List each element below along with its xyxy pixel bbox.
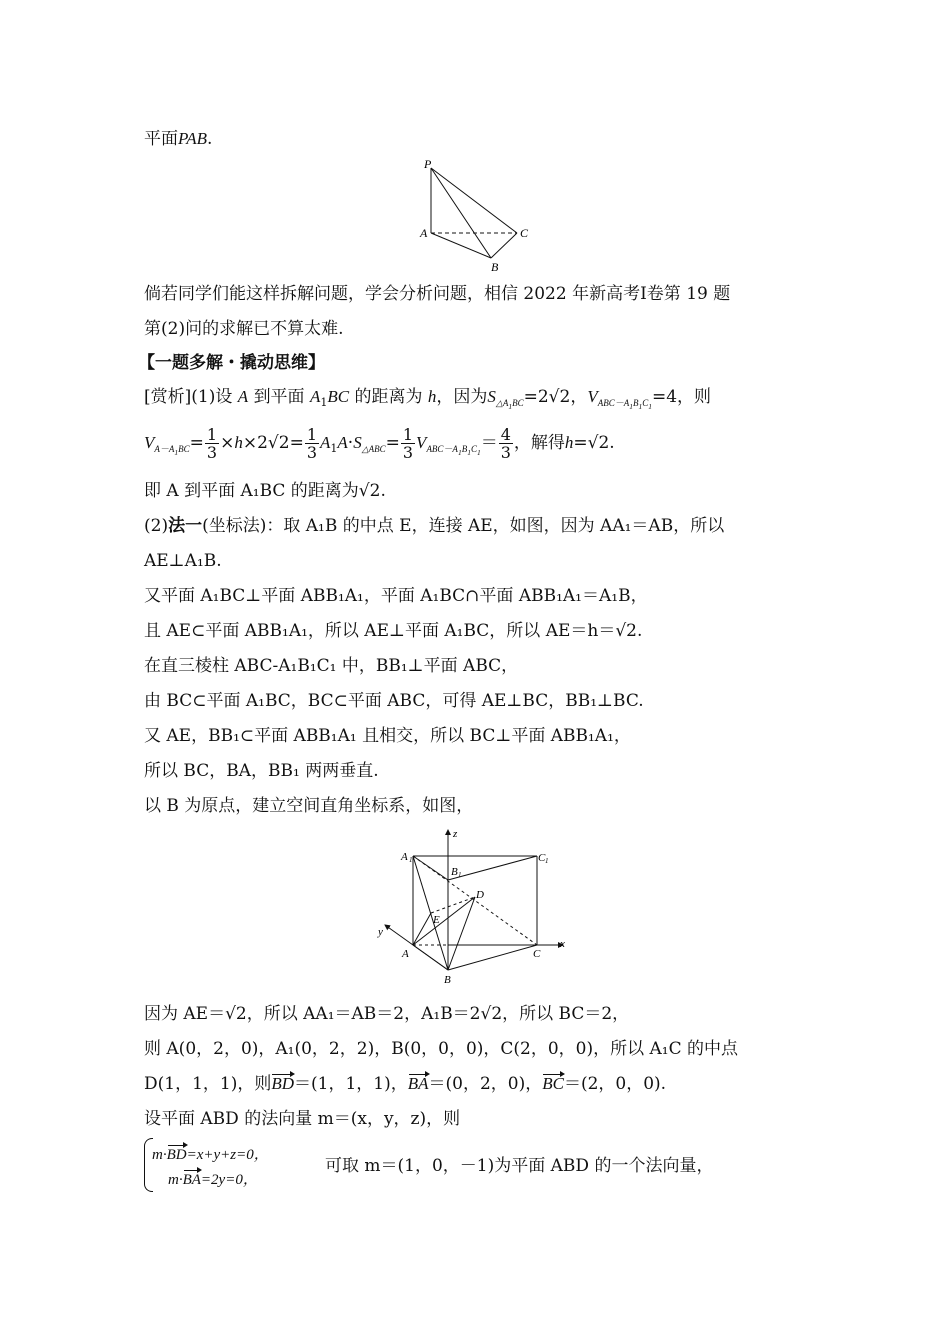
figure-pyramid xyxy=(415,155,535,275)
section-heading: 【一题多解・撬动思维】 xyxy=(138,353,325,373)
label-c1: C xyxy=(538,852,546,864)
system-eq-2: m·BA=2y=0， xyxy=(168,1168,258,1191)
label-p: P xyxy=(424,157,432,171)
paragraph-line: 则 A(0，2，0)，A₁(0，2，2)，B(0，0，0)，C(2，0，0)，所以 A₁C 的中点 xyxy=(144,1039,739,1059)
paragraph-line: 倘若同学们能这样拆解问题，学会分析问题，相信 2022 年新高考Ⅰ卷第 19 题 xyxy=(144,284,731,304)
line-volume-equation: $V_{A-A_1BC}=$ $\frac{1}{3}$ ×h×2√2= $\frac{1}{3}$ $A_1A\cdot S_{\triangle ABC}=$ $\frac{1}{3}$ $V_{ABC-A_1B_1C_1}=$ $\frac{4}{3}$ ，解得h=√2. xyxy=(144,425,615,462)
paragraph-line: 设平面 ABD 的法向量 m＝(x，y，z)，则 xyxy=(144,1109,461,1129)
line-solution-1: [赏析](1)设 A 到平面 $A_1BC$ 的距离为 h，因为$S_{\triangle A_1BC}=2√2$，$V_{ABC-A_1B_1C_1}=4$，则 xyxy=(144,387,712,411)
label-d: D xyxy=(476,889,484,901)
figure-prism-coordinates xyxy=(375,825,575,1000)
paragraph-line: 以 B 为原点，建立空间直角坐标系，如图， xyxy=(144,796,474,816)
paragraph-line: 第(2)问的求解已不算太难. xyxy=(144,319,344,339)
label-c: C xyxy=(520,226,529,240)
paragraph-line: AE⊥A₁B. xyxy=(144,551,222,571)
label-b: B xyxy=(444,974,451,986)
svg-text:1: 1 xyxy=(458,871,462,879)
axis-z-label: z xyxy=(453,828,458,840)
line-plane-pab: 平面PAB. xyxy=(144,129,213,149)
paragraph-line: 且 AE⊂平面 ABB₁A₁，所以 AE⊥平面 A₁BC，所以 AE＝h＝√2. xyxy=(144,621,643,641)
paragraph-line: 又 AE，BB₁⊂平面 ABB₁A₁ 且相交，所以 BC⊥平面 ABB₁A₁， xyxy=(144,726,631,746)
paragraph-line: 因为 AE＝√2，所以 AA₁＝AB＝2，A₁B＝2√2，所以 BC＝2， xyxy=(144,1004,630,1024)
label-a1: A xyxy=(401,851,408,863)
axis-x-label: x xyxy=(560,938,565,950)
paragraph-line: 由 BC⊂平面 A₁BC，BC⊂平面 ABC，可得 AE⊥BC，BB₁⊥BC. xyxy=(144,691,644,711)
label-a: A xyxy=(420,226,428,240)
line-vectors: D(1，1，1)，则BD＝(1，1，1)，BA＝(0，2，0)，BC＝(2，0，0). xyxy=(144,1074,667,1094)
line-normal-vector: 可取 m＝(1，0，－1)为平面 ABD 的一个法向量， xyxy=(325,1156,714,1176)
label-e: E xyxy=(433,914,440,926)
svg-text:1: 1 xyxy=(409,856,413,864)
label-c: C xyxy=(533,948,541,960)
svg-text:1: 1 xyxy=(545,857,549,865)
system-eq-1: m·BD=x+y+z=0， xyxy=(152,1143,269,1166)
label-b1: B xyxy=(451,866,458,878)
paragraph-line: 又平面 A₁BC⊥平面 ABB₁A₁，平面 A₁BC∩平面 ABB₁A₁＝A₁B， xyxy=(144,586,648,606)
label-b: B xyxy=(491,260,499,274)
line-distance-result: 即 A 到平面 A₁BC 的距离为√2. xyxy=(144,481,386,501)
paragraph-line: 在直三棱柱 ABC-A₁B₁C₁ 中，BB₁⊥平面 ABC， xyxy=(144,656,519,676)
axis-y-label: y xyxy=(378,926,383,938)
paragraph-line: 所以 BC，BA，BB₁ 两两垂直. xyxy=(144,761,379,781)
label-a: A xyxy=(402,948,409,960)
line-method-one: (2)法一(坐标法)：取 A₁B 的中点 E，连接 AE，如图，因为 AA₁＝AB，所以 xyxy=(144,516,725,536)
